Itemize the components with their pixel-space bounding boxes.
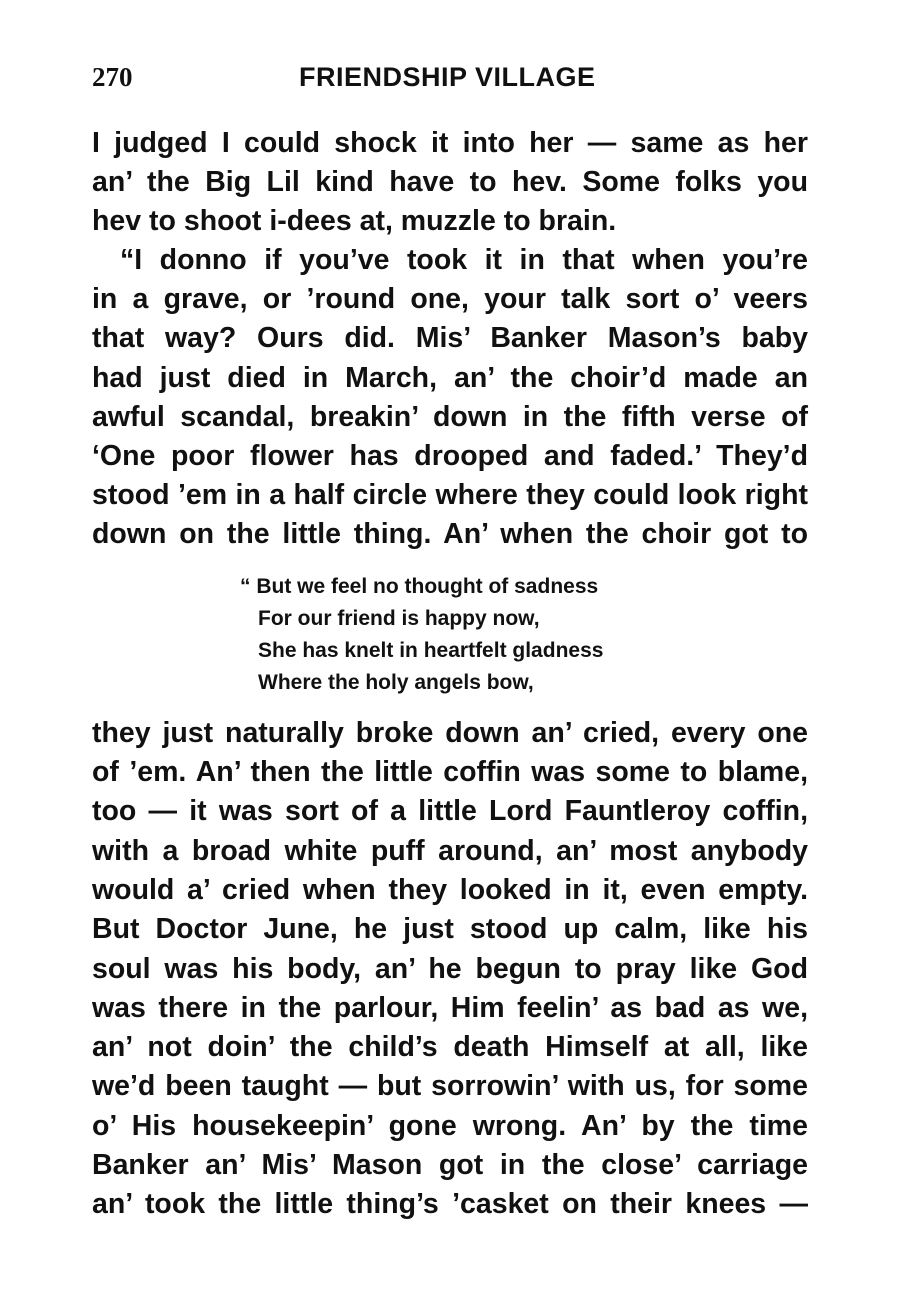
- text-line: hev to shoot i-dees at, muzzle to brain.: [92, 205, 617, 237]
- text-line: soul was his body, an’ he begun to pray like God: [92, 953, 808, 985]
- text-line: too — it was sort of a little Lord Fauntleroy coffin,: [92, 795, 808, 827]
- text-line: But Doctor June, he just stood up calm, like his: [92, 913, 808, 945]
- text-line: an’ the Big Lil kind have to hev. Some folks you: [92, 166, 808, 198]
- text-line: Banker an’ Mis’ Mason got in the close’ carriage: [92, 1149, 808, 1181]
- text-line: “I donno if you’ve took it in that when you’re: [120, 244, 808, 276]
- text-line: of ’em. An’ then the little coffin was some to blame,: [92, 756, 808, 788]
- text-line: with a broad white puff around, an’ most anybody: [92, 835, 808, 867]
- page-number: 270: [92, 62, 133, 92]
- text-line: awful scandal, breakin’ down in the fifth verse of: [92, 401, 808, 433]
- text-line: would a’ cried when they looked in it, even empty.: [92, 874, 808, 906]
- text-line: an’ not doin’ the child’s death Himself at all, like: [92, 1031, 808, 1063]
- text-line: was there in the parlour, Him feelin’ as bad as we,: [92, 992, 808, 1024]
- verse-line: “ But we feel no thought of sadness: [240, 575, 599, 598]
- text-line: an’ took the little thing’s ’casket on their knees —: [92, 1188, 808, 1220]
- book-title: FRIENDSHIP VILLAGE: [299, 62, 596, 92]
- verse-line: Where the holy angels bow,: [258, 671, 534, 694]
- text-line: ‘One poor flower has drooped and faded.’ They’d: [92, 440, 808, 472]
- verse-line: For our friend is happy now,: [258, 607, 540, 630]
- running-head: [92, 62, 804, 96]
- text-line: down on the little thing. An’ when the choir got to: [92, 518, 808, 550]
- text-line: they just naturally broke down an’ cried, every one: [92, 717, 808, 749]
- text-line: that way? Ours did. Mis’ Banker Mason’s baby: [92, 322, 808, 354]
- text-line: stood ’em in a half circle where they could look right: [92, 479, 808, 511]
- text-line: in a grave, or ’round one, your talk sort o’ veers: [92, 283, 808, 315]
- text-line: o’ His housekeepin’ gone wrong. An’ by the time: [92, 1110, 808, 1142]
- text-line: had just died in March, an’ the choir’d made an: [92, 362, 808, 394]
- text-line: we’d been taught — but sorrowin’ with us, for some: [92, 1070, 808, 1102]
- verse-line: She has knelt in heartfelt gladness: [258, 639, 604, 662]
- text-line: I judged I could shock it into her — same as her: [92, 127, 808, 159]
